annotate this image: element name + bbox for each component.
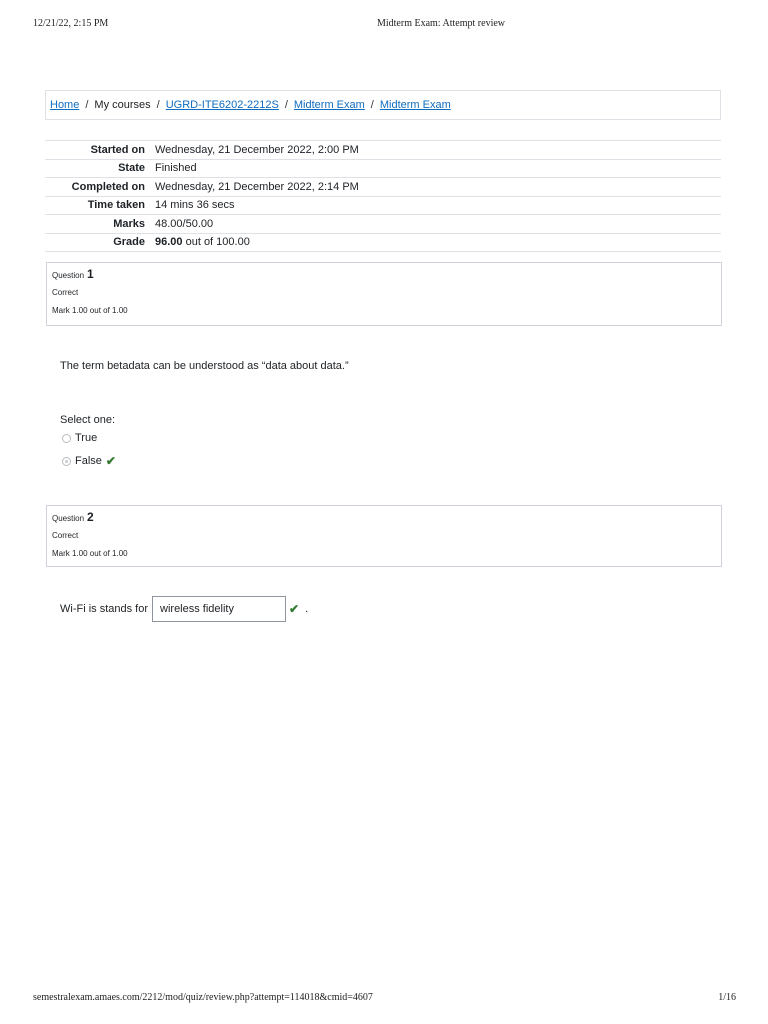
option-label: True	[75, 432, 98, 444]
question-prefix: Question	[52, 271, 85, 280]
print-url: semestralexam.amaes.com/2212/mod/quiz/review.php?attempt=114018&cmid=4607	[33, 992, 373, 1003]
question-status: Correct	[52, 288, 79, 297]
summary-value: 48.00/50.00	[155, 217, 214, 230]
summary-row-started-on	[45, 141, 721, 160]
summary-row-time-taken	[45, 196, 721, 215]
grade-score: 96.00	[155, 236, 183, 249]
option-false[interactable]	[62, 454, 116, 468]
breadcrumb-course[interactable]: UGRD-ITE6202-2212S	[165, 99, 279, 111]
summary-label: Time taken	[87, 199, 145, 212]
summary-label: Started on	[90, 143, 145, 156]
summary-label: Grade	[113, 236, 145, 249]
summary-row-state	[45, 159, 721, 178]
breadcrumb	[45, 90, 721, 120]
print-title: Midterm Exam: Attempt review	[376, 18, 506, 29]
option-label: False	[75, 455, 102, 467]
attempt-summary-table	[45, 140, 721, 252]
select-one-prompt: Select one:	[60, 414, 116, 426]
print-header	[0, 18, 768, 32]
breadcrumb-separator: /	[156, 99, 160, 111]
question-text-after: .	[305, 603, 309, 615]
question-text-before: Wi-Fi is stands for	[60, 603, 149, 615]
breadcrumb-separator: /	[284, 99, 288, 111]
summary-row-marks	[45, 215, 721, 234]
question-prefix: Question	[52, 514, 85, 523]
question-mark: Mark 1.00 out of 1.00	[52, 549, 128, 558]
question-number: 2	[87, 510, 94, 524]
breadcrumb-quiz-section[interactable]: Midterm Exam	[293, 99, 365, 111]
summary-label: Completed on	[71, 180, 145, 193]
answer-field[interactable]: wireless fidelity	[152, 596, 286, 622]
checkmark-icon: ✔	[289, 602, 300, 616]
question-1-info	[46, 262, 722, 326]
breadcrumb-separator: /	[370, 99, 374, 111]
question-number: 1	[87, 267, 94, 281]
checkmark-icon: ✔	[105, 454, 116, 468]
print-footer	[0, 992, 768, 1006]
question-2-text	[60, 596, 308, 622]
grade-total: out of 100.00	[185, 236, 250, 249]
summary-value	[155, 233, 721, 252]
summary-row-completed-on	[45, 178, 721, 197]
question-1-text: The term betadata can be understood as “data about data.”	[60, 360, 349, 372]
breadcrumb-quiz[interactable]: Midterm Exam	[379, 99, 451, 111]
option-true[interactable]	[62, 432, 97, 444]
summary-label: State	[118, 162, 145, 175]
summary-value: Wednesday, 21 December 2022, 2:00 PM	[155, 143, 359, 156]
summary-label: Marks	[113, 217, 145, 230]
summary-value: 14 mins 36 secs	[155, 199, 235, 212]
radio-button-selected[interactable]	[62, 457, 71, 466]
summary-row-grade	[45, 233, 721, 252]
summary-value: Wednesday, 21 December 2022, 2:14 PM	[155, 180, 359, 193]
radio-button[interactable]	[62, 434, 71, 443]
print-datetime: 12/21/22, 2:15 PM	[33, 18, 109, 29]
question-status: Correct	[52, 531, 79, 540]
breadcrumb-my-courses: My courses	[94, 99, 151, 111]
question-2-info	[46, 505, 722, 567]
print-page-number: 1/16	[718, 992, 736, 1003]
breadcrumb-separator: /	[85, 99, 89, 111]
summary-value: Finished	[155, 162, 197, 175]
question-mark: Mark 1.00 out of 1.00	[52, 306, 128, 315]
breadcrumb-home[interactable]: Home	[50, 99, 80, 111]
